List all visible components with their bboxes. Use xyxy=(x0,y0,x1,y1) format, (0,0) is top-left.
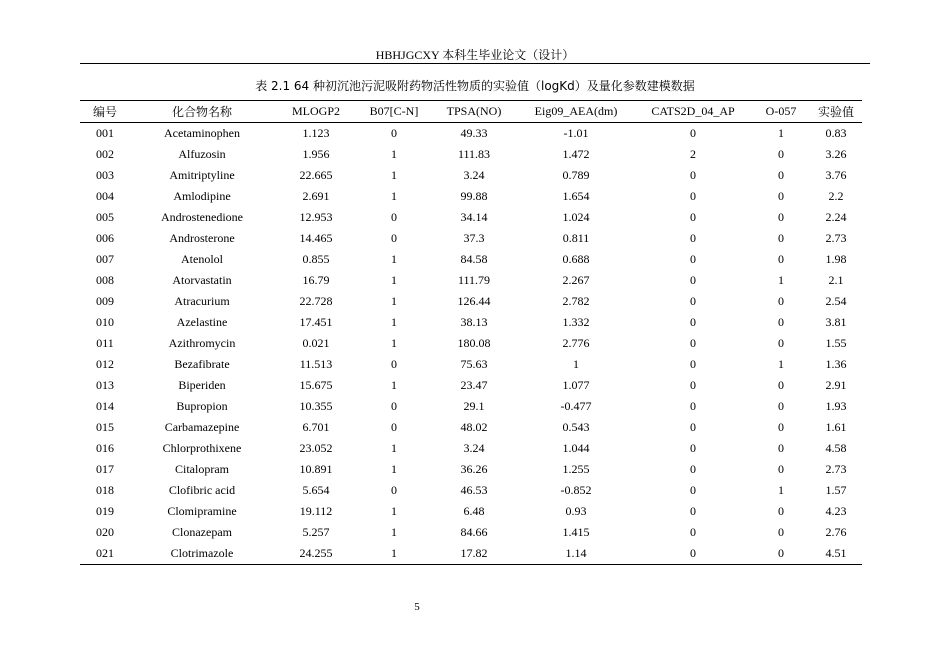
table-header-row xyxy=(80,101,862,123)
cell-compound-name: Citalopram xyxy=(175,462,229,476)
column-header-mlogp2: MLOGP2 xyxy=(291,104,340,118)
table-row xyxy=(80,165,862,186)
cell-id: 020 xyxy=(96,525,114,539)
cell-cats2d: 0 xyxy=(690,504,696,518)
cell-o057: 0 xyxy=(778,420,784,434)
cell-cats2d: 0 xyxy=(690,168,696,182)
cell-experimental-value: 2.54 xyxy=(825,294,847,308)
cell-tpsa: 99.88 xyxy=(460,189,488,203)
cell-b07: 0 xyxy=(391,483,397,497)
cell-cats2d: 0 xyxy=(690,315,696,329)
cell-b07: 1 xyxy=(391,441,397,455)
table-row xyxy=(80,144,862,165)
cell-cats2d: 0 xyxy=(690,525,696,539)
cell-experimental-value: 3.26 xyxy=(825,147,847,161)
cell-b07: 1 xyxy=(391,273,397,287)
cell-id: 004 xyxy=(96,189,114,203)
table-row xyxy=(80,270,862,291)
cell-id: 010 xyxy=(96,315,114,329)
cell-id: 007 xyxy=(96,252,114,266)
cell-o057: 0 xyxy=(778,378,784,392)
table-row xyxy=(80,207,862,228)
cell-id: 017 xyxy=(96,462,114,476)
cell-cats2d: 0 xyxy=(690,294,696,308)
table-row xyxy=(80,417,862,438)
cell-experimental-value: 4.58 xyxy=(825,441,847,455)
cell-cats2d: 0 xyxy=(690,252,696,266)
cell-o057: 0 xyxy=(778,147,784,161)
column-header-experimental-value: 实验值 xyxy=(817,105,854,119)
cell-eig09: 1.024 xyxy=(562,210,590,224)
cell-id: 006 xyxy=(96,231,114,245)
cell-o057: 0 xyxy=(778,546,784,560)
cell-eig09: 2.267 xyxy=(562,273,590,287)
column-header-cats2d: CATS2D_04_AP xyxy=(651,104,735,118)
table-row xyxy=(80,249,862,270)
cell-o057: 0 xyxy=(778,168,784,182)
cell-o057: 1 xyxy=(778,357,784,371)
cell-experimental-value: 1.98 xyxy=(825,252,847,266)
cell-experimental-value: 1.93 xyxy=(825,399,847,413)
cell-tpsa: 37.3 xyxy=(463,231,485,245)
cell-b07: 1 xyxy=(391,315,397,329)
cell-o057: 1 xyxy=(778,483,784,497)
cell-id: 009 xyxy=(96,294,114,308)
cell-cats2d: 0 xyxy=(690,483,696,497)
cell-id: 002 xyxy=(96,147,114,161)
cell-compound-name: Amitriptyline xyxy=(169,168,235,182)
cell-mlogp2: 22.728 xyxy=(299,294,333,308)
cell-b07: 1 xyxy=(391,294,397,308)
cell-id: 016 xyxy=(96,441,114,455)
cell-tpsa: 84.66 xyxy=(460,525,488,539)
cell-eig09: 0.811 xyxy=(562,231,590,245)
cell-tpsa: 29.1 xyxy=(463,399,485,413)
cell-id: 001 xyxy=(96,126,114,140)
cell-experimental-value: 1.57 xyxy=(825,483,847,497)
cell-cats2d: 2 xyxy=(690,147,696,161)
cell-mlogp2: 0.855 xyxy=(302,252,330,266)
cell-experimental-value: 3.76 xyxy=(825,168,847,182)
table-row xyxy=(80,333,862,354)
cell-id: 005 xyxy=(96,210,114,224)
cell-id: 013 xyxy=(96,378,114,392)
cell-cats2d: 0 xyxy=(690,210,696,224)
cell-mlogp2: 24.255 xyxy=(299,546,333,560)
table-row xyxy=(80,459,862,480)
cell-eig09: 1.255 xyxy=(562,462,590,476)
cell-compound-name: Bupropion xyxy=(176,399,228,413)
cell-eig09: 1.654 xyxy=(562,189,590,203)
table-row xyxy=(80,123,862,145)
column-header-eig09: Eig09_AEA(dm) xyxy=(534,104,618,118)
cell-mlogp2: 11.513 xyxy=(299,357,333,371)
cell-b07: 1 xyxy=(391,525,397,539)
column-header-id: 编号 xyxy=(92,105,117,119)
cell-mlogp2: 0.021 xyxy=(302,336,330,350)
cell-tpsa: 126.44 xyxy=(457,294,491,308)
cell-b07: 1 xyxy=(391,378,397,392)
cell-eig09: 1.077 xyxy=(562,378,590,392)
cell-eig09: 1.472 xyxy=(562,147,590,161)
cell-experimental-value: 2.2 xyxy=(828,189,844,203)
cell-b07: 1 xyxy=(391,462,397,476)
cell-b07: 1 xyxy=(391,546,397,560)
cell-compound-name: Clofibric acid xyxy=(168,483,236,497)
cell-id: 015 xyxy=(96,420,114,434)
cell-compound-name: Androsterone xyxy=(169,231,235,245)
cell-compound-name: Azithromycin xyxy=(168,336,236,350)
cell-b07: 0 xyxy=(391,210,397,224)
cell-tpsa: 84.58 xyxy=(460,252,488,266)
cell-eig09: 1.044 xyxy=(562,441,590,455)
cell-tpsa: 3.24 xyxy=(463,168,485,182)
cell-b07: 1 xyxy=(391,252,397,266)
table-row xyxy=(80,228,862,249)
cell-mlogp2: 10.355 xyxy=(299,399,333,413)
cell-id: 014 xyxy=(96,399,114,413)
cell-eig09: 0.543 xyxy=(562,420,590,434)
cell-cats2d: 0 xyxy=(690,441,696,455)
cell-o057: 1 xyxy=(778,126,784,140)
cell-mlogp2: 23.052 xyxy=(299,441,333,455)
cell-experimental-value: 1.61 xyxy=(825,420,847,434)
cell-compound-name: Biperiden xyxy=(178,378,226,392)
cell-mlogp2: 1.123 xyxy=(302,126,330,140)
cell-cats2d: 0 xyxy=(690,189,696,203)
cell-tpsa: 3.24 xyxy=(463,441,485,455)
cell-experimental-value: 4.51 xyxy=(825,546,847,560)
cell-b07: 0 xyxy=(391,357,397,371)
cell-b07: 0 xyxy=(391,231,397,245)
column-header-b07: B07[C-N] xyxy=(369,104,419,118)
cell-b07: 0 xyxy=(391,420,397,434)
page-number: 5 xyxy=(414,601,420,613)
cell-o057: 1 xyxy=(778,273,784,287)
cell-compound-name: Clomipramine xyxy=(167,504,237,518)
cell-id: 021 xyxy=(96,546,114,560)
cell-tpsa: 49.33 xyxy=(460,126,488,140)
table-row xyxy=(80,396,862,417)
cell-cats2d: 0 xyxy=(690,399,696,413)
column-header-compound-name: 化合物名称 xyxy=(171,105,232,119)
cell-compound-name: Chlorprothixene xyxy=(162,441,242,455)
cell-eig09: -1.01 xyxy=(563,126,589,140)
cell-tpsa: 36.26 xyxy=(460,462,488,476)
cell-b07: 0 xyxy=(391,399,397,413)
cell-mlogp2: 2.691 xyxy=(302,189,330,203)
cell-compound-name: Azelastine xyxy=(176,315,228,329)
cell-o057: 0 xyxy=(778,399,784,413)
cell-compound-name: Clonazepam xyxy=(172,525,232,539)
cell-o057: 0 xyxy=(778,441,784,455)
table-row xyxy=(80,186,862,207)
cell-compound-name: Bezafibrate xyxy=(174,357,230,371)
cell-id: 018 xyxy=(96,483,114,497)
cell-cats2d: 0 xyxy=(690,462,696,476)
cell-mlogp2: 19.112 xyxy=(299,504,333,518)
table-body xyxy=(80,123,862,565)
cell-experimental-value: 2.91 xyxy=(825,378,847,392)
table-row xyxy=(80,291,862,312)
cell-mlogp2: 10.891 xyxy=(299,462,333,476)
cell-compound-name: Clotrimazole xyxy=(170,546,234,560)
cell-cats2d: 0 xyxy=(690,336,696,350)
cell-o057: 0 xyxy=(778,252,784,266)
cell-eig09: 2.782 xyxy=(562,294,590,308)
cell-experimental-value: 0.83 xyxy=(825,126,847,140)
cell-experimental-value: 1.36 xyxy=(825,357,847,371)
cell-compound-name: Androstenedione xyxy=(161,210,243,224)
cell-eig09: 0.789 xyxy=(562,168,590,182)
cell-eig09: 1.332 xyxy=(562,315,590,329)
cell-id: 019 xyxy=(96,504,114,518)
page-header: HBHJGCXY 本科生毕业论文（设计） xyxy=(375,48,575,62)
cell-b07: 1 xyxy=(391,504,397,518)
cell-tpsa: 75.63 xyxy=(460,357,488,371)
cell-mlogp2: 5.654 xyxy=(302,483,330,497)
cell-o057: 0 xyxy=(778,525,784,539)
cell-o057: 0 xyxy=(778,294,784,308)
cell-mlogp2: 14.465 xyxy=(299,231,333,245)
data-table xyxy=(80,100,862,565)
cell-b07: 1 xyxy=(391,168,397,182)
cell-eig09: 0.93 xyxy=(565,504,587,518)
cell-o057: 0 xyxy=(778,315,784,329)
cell-o057: 0 xyxy=(778,504,784,518)
cell-tpsa: 48.02 xyxy=(460,420,488,434)
cell-eig09: 0.688 xyxy=(562,252,590,266)
table-row xyxy=(80,501,862,522)
cell-experimental-value: 2.1 xyxy=(828,273,844,287)
cell-tpsa: 180.08 xyxy=(457,336,491,350)
cell-id: 012 xyxy=(96,357,114,371)
cell-compound-name: Atracurium xyxy=(174,294,230,308)
cell-eig09: -0.477 xyxy=(560,399,592,413)
table-row xyxy=(80,312,862,333)
column-header-o057: O-057 xyxy=(765,104,797,118)
cell-mlogp2: 22.665 xyxy=(299,168,333,182)
cell-b07: 0 xyxy=(391,126,397,140)
cell-id: 011 xyxy=(96,336,114,350)
cell-eig09: 1 xyxy=(573,357,579,371)
cell-o057: 0 xyxy=(778,231,784,245)
cell-compound-name: Atenolol xyxy=(181,252,223,266)
cell-cats2d: 0 xyxy=(690,546,696,560)
cell-cats2d: 0 xyxy=(690,273,696,287)
cell-mlogp2: 1.956 xyxy=(302,147,330,161)
cell-tpsa: 23.47 xyxy=(460,378,488,392)
table-row xyxy=(80,375,862,396)
cell-cats2d: 0 xyxy=(690,231,696,245)
cell-mlogp2: 6.701 xyxy=(302,420,330,434)
cell-id: 003 xyxy=(96,168,114,182)
cell-b07: 1 xyxy=(391,189,397,203)
cell-id: 008 xyxy=(96,273,114,287)
cell-o057: 0 xyxy=(778,189,784,203)
cell-tpsa: 17.82 xyxy=(460,546,488,560)
cell-compound-name: Alfuzosin xyxy=(178,147,226,161)
cell-cats2d: 0 xyxy=(690,357,696,371)
cell-experimental-value: 2.73 xyxy=(825,462,847,476)
cell-compound-name: Atorvastatin xyxy=(172,273,232,287)
cell-b07: 1 xyxy=(391,336,397,350)
cell-tpsa: 111.83 xyxy=(457,147,491,161)
cell-tpsa: 34.14 xyxy=(460,210,488,224)
cell-experimental-value: 4.23 xyxy=(825,504,847,518)
data-table-container xyxy=(80,100,862,565)
cell-experimental-value: 2.24 xyxy=(825,210,847,224)
table-row xyxy=(80,438,862,459)
table-row xyxy=(80,480,862,501)
cell-experimental-value: 1.55 xyxy=(825,336,847,350)
cell-mlogp2: 16.79 xyxy=(302,273,330,287)
cell-mlogp2: 15.675 xyxy=(299,378,333,392)
cell-experimental-value: 2.73 xyxy=(825,231,847,245)
cell-compound-name: Acetaminophen xyxy=(164,126,240,140)
table-row xyxy=(80,543,862,565)
cell-cats2d: 0 xyxy=(690,378,696,392)
cell-mlogp2: 5.257 xyxy=(302,525,330,539)
cell-o057: 0 xyxy=(778,210,784,224)
cell-o057: 0 xyxy=(778,336,784,350)
header-divider xyxy=(80,63,870,64)
cell-eig09: 2.776 xyxy=(562,336,590,350)
cell-mlogp2: 17.451 xyxy=(299,315,333,329)
cell-tpsa: 111.79 xyxy=(457,273,491,287)
cell-tpsa: 46.53 xyxy=(460,483,488,497)
cell-tpsa: 6.48 xyxy=(463,504,485,518)
cell-eig09: 1.14 xyxy=(565,546,587,560)
cell-mlogp2: 12.953 xyxy=(299,210,333,224)
cell-compound-name: Carbamazepine xyxy=(164,420,240,434)
cell-experimental-value: 3.81 xyxy=(825,315,847,329)
table-row xyxy=(80,354,862,375)
cell-o057: 0 xyxy=(778,462,784,476)
table-caption: 表 2.1 64 种初沉池污泥吸附药物活性物质的实验值（logKd）及量化参数建模数据 xyxy=(255,79,695,93)
cell-cats2d: 0 xyxy=(690,420,696,434)
column-header-tpsa: TPSA(NO) xyxy=(446,104,502,118)
cell-compound-name: Amlodipine xyxy=(173,189,231,203)
cell-cats2d: 0 xyxy=(690,126,696,140)
cell-eig09: 1.415 xyxy=(562,525,590,539)
cell-eig09: -0.852 xyxy=(560,483,592,497)
cell-tpsa: 38.13 xyxy=(460,315,488,329)
cell-experimental-value: 2.76 xyxy=(825,525,847,539)
table-row xyxy=(80,522,862,543)
cell-b07: 1 xyxy=(391,147,397,161)
